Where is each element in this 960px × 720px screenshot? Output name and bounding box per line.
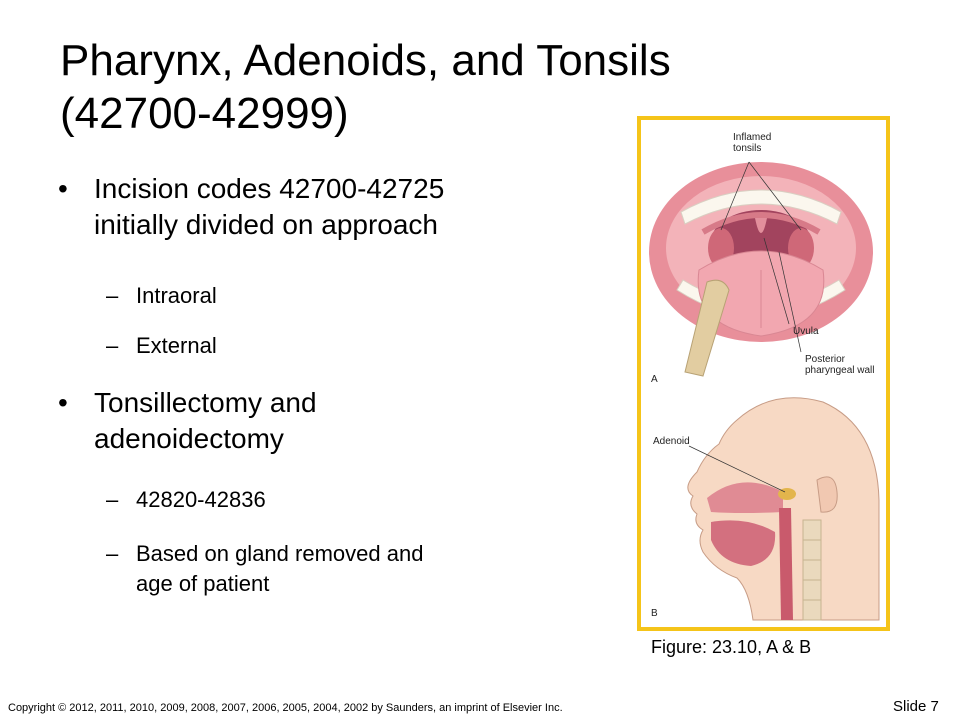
sub-bullet-dash: – — [106, 487, 119, 512]
slide-title-line2: (42700-42999) — [60, 89, 349, 138]
label-uvula: Uvula — [793, 326, 819, 337]
sub-bullet-text: External — [136, 333, 217, 358]
label-posterior-line2: pharyngeal wall — [805, 365, 875, 376]
label-adenoid: Adenoid — [653, 436, 690, 447]
label-inflamed-line2: tonsils — [733, 143, 762, 154]
sub-bullet-text-line1: Based on gland removed and — [136, 541, 424, 566]
head-profile-illustration — [688, 398, 879, 620]
panel-a-label: A — [651, 374, 658, 385]
bullet-dot: • — [58, 387, 68, 418]
bullet-dot: • — [58, 173, 68, 204]
panel-b-label: B — [651, 608, 658, 619]
label-inflamed-line1: Inflamed — [733, 132, 772, 143]
bullet-text-line2: adenoidectomy — [94, 423, 284, 454]
bullet-text-line1: Tonsillectomy and — [94, 387, 317, 418]
bullet-text-line1: Incision codes 42700-42725 — [94, 173, 445, 204]
figure-caption: Figure: 23.10, A & B — [651, 637, 812, 657]
sub-bullet-dash: – — [106, 541, 119, 566]
label-posterior-line1: Posterior — [805, 354, 846, 365]
copyright-text: Copyright © 2012, 2011, 2010, 2009, 2008, 2007, 2006, 2005, 2004, 2002 by Saunders, an imprint of Elsevier Inc. — [8, 702, 563, 714]
sub-bullet-text: 42820-42836 — [136, 487, 266, 512]
slide-title-line1: Pharynx, Adenoids, and Tonsils — [60, 36, 671, 85]
sub-bullet-dash: – — [106, 333, 119, 358]
figure-frame — [637, 116, 890, 631]
bullet-text-line2: initially divided on approach — [94, 209, 438, 240]
slide-number: Slide 7 — [893, 698, 939, 715]
sub-bullet-text: Intraoral — [136, 283, 217, 308]
open-mouth-illustration — [649, 162, 873, 376]
sub-bullet-dash: – — [106, 283, 119, 308]
sub-bullet-text-line2: age of patient — [136, 571, 270, 596]
